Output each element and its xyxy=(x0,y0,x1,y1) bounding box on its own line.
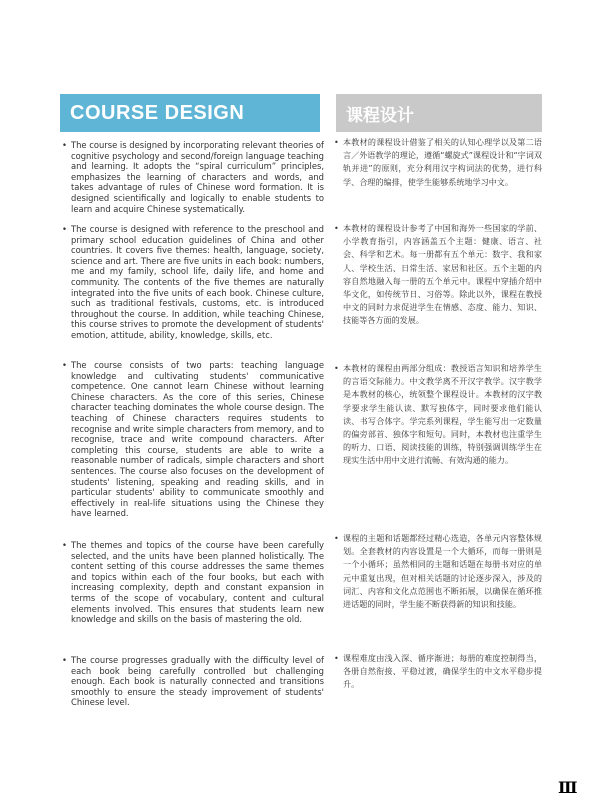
bullet: • xyxy=(334,363,339,373)
en-paragraph-text: The course is designed by incorporating relevant theories of cognitive psychology and second/foreign language teaching and learning. It adopts the “spiral curriculum” principles, emphasizes the learning of characters and words, and takes advantage of rules of Chinese word formation. It is designed scientifically and logically to enable students to learn and acquire Chinese systematically. xyxy=(71,140,324,214)
zh-paragraph-3 xyxy=(334,362,542,468)
bullet: • xyxy=(62,655,67,665)
en-paragraph-text: The themes and topics of the course have been carefully selected, and the units have been planned holistically. The content setting of this course addresses the same themes and topics within each of the four books, but each with increasing complexity, depth and constant expansion in terms of the scope of vocabulary, content and cultural elements involved. This ensures that students learn new knowledge and skills on the basis of mastering the old. xyxy=(71,540,324,625)
zh-paragraph-text: 本教材的课程设计参考了中国和海外一些国家的学前、小学教育指引，内容涵盖五个主题：健康、语言、社会、科学和艺术。每一册都有五个单元：数字、我和家人、学校生活、日常生活、家居和社区。五个主题的内容自然地融入每一册的五个单元中。课程中穿插介绍中华文化，如传统节日、习俗等。除此以外，课程在教授中文的同时力求促进学生在情感、态度、能力、知识、技能等各方面的发展。 xyxy=(343,223,542,326)
en-paragraph-5 xyxy=(62,655,324,708)
zh-paragraph-text: 本教材的课程由两部分组成：教授语言知识和培养学生的言语交际能力。中文教学离不开汉字教学。汉字教学是本教材的核心，统领整个课程设计。本教材的汉字教学要求学生能认读、默写独体字，同时要求他们能认读、书写合体字。学完系列课程，学生能写出一定数量的偏旁部首、独体字和短句。同时，本教材也注重学生的听力、口语、阅读技能的训练，特别强调训练学生在现实生活中用中文进行流畅、有效沟通的能力。 xyxy=(343,363,542,466)
bullet: • xyxy=(334,223,339,233)
bullet: • xyxy=(62,360,67,370)
zh-paragraph-5 xyxy=(334,652,542,692)
en-paragraph-1 xyxy=(62,140,324,214)
zh-paragraph-text: 课程的主题和话题都经过精心选造，各单元内容整体规划。全套教材的内容设置是一个大循环，而每一册则是一个小循环；虽然相同的主题和话题在每册书对应的单元中重复出现，但对相关话题的讨论逐步深入，涉及的词汇、内容和文化点范围也不断拓展，以确保在循环推进话题的同时，学生能不断获得新的知识和技能。 xyxy=(343,533,542,610)
en-paragraph-text: The course consists of two parts: teaching language knowledge and cultivating students' communicative competence. One cannot learn Chinese without learning Chinese characters. As the core of this series, Chinese character teaching dominates the whole course design. The teaching of Chinese characters requires students to recognise and write simple characters from memory, and to recognise, trace and write compound characters. After completing this course, students are able to write a reasonable number of radicals, simple characters and short sentences. The course also focuses on the development of students' listening, speaking and reading skills, and in particular students' ability to communicate smoothly and effectively in real-life situations using the Chinese they have learned. xyxy=(71,360,324,519)
bullet: • xyxy=(62,224,67,234)
en-paragraph-4 xyxy=(62,540,324,625)
zh-paragraph-4 xyxy=(334,532,542,611)
bullet: • xyxy=(62,540,67,550)
en-paragraph-text: The course progresses gradually with the difficulty level of each book being carefully controlled but challenging enough. Each book is naturally connected and transitions smoothly to ensure the steady improvement of students' Chinese level. xyxy=(71,655,324,708)
course-design-heading: COURSE DESIGN xyxy=(60,94,320,132)
bullet: • xyxy=(62,140,67,150)
bullet: • xyxy=(334,653,339,663)
zh-paragraph-text: 本教材的课程设计借鉴了相关的认知心理学以及第二语言／外语教学的理论，遵循“螺旋式”课程设计和“字词双轨并进”的原则，充分利用汉字构词法的优势，进行科学、合理的编排，使学生能够系统地学习中文。 xyxy=(343,137,542,187)
zh-paragraph-2 xyxy=(334,222,542,328)
zh-paragraph-text: 课程难度由浅入深、循序渐进；每册的难度控制得当，各册自然衔接、平稳过渡，确保学生的中文水平稳步提升。 xyxy=(343,653,542,690)
en-paragraph-2 xyxy=(62,224,324,341)
bullet: • xyxy=(334,137,339,147)
course-design-heading-zh: 课程设计 xyxy=(336,94,542,132)
page-number: Ⅲ xyxy=(558,778,577,797)
en-paragraph-text: The course is designed with reference to the preschool and primary school education guidelines of China and other countries. It covers five themes: health, language, society, science and art. There are five units in each book: numbers, me and my family, school life, daily life, and home and community. The contents of the five themes are naturally integrated into the five units of each book. Chinese culture, such as traditional festivals, customs, etc. is introduced throughout the course. In addition, while teaching Chinese, this course strives to promote the development of students' emotion, attitude, ability, knowledge, skills, etc. xyxy=(71,224,324,340)
zh-paragraph-1 xyxy=(334,136,542,189)
bullet: • xyxy=(334,533,339,543)
en-paragraph-3 xyxy=(62,360,324,519)
